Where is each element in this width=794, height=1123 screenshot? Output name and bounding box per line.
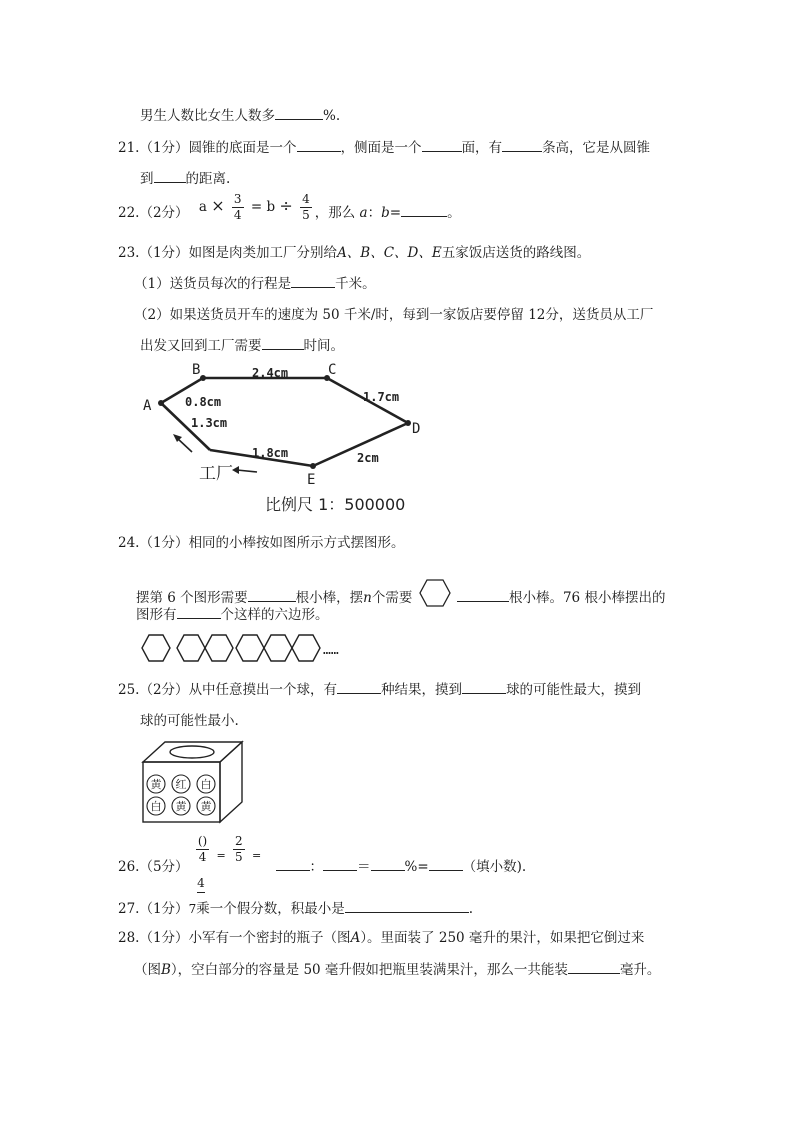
answer-blank[interactable] bbox=[345, 898, 469, 913]
answer-blank[interactable] bbox=[276, 856, 310, 871]
distance-A-factory: 1.3cm bbox=[191, 416, 228, 430]
point-C-label: C bbox=[328, 362, 337, 378]
distance-EA: 1.8cm bbox=[252, 446, 289, 460]
question-28-line2: （图B），空白部分的容量是 50 毫升假如把瓶里装满果汁，那么一共能装 毫升。 bbox=[134, 958, 660, 978]
distance-DE: 2cm bbox=[357, 451, 379, 465]
point-A-label: A bbox=[143, 398, 152, 414]
question-26: 26.（5分） $\frac{()}{4}$ = $\frac{2}{5}$ = ： ＝ %= （填小数). bbox=[118, 834, 527, 875]
answer-blank[interactable] bbox=[291, 273, 335, 288]
question-25-line2: 球的可能性最小. bbox=[140, 713, 239, 729]
hexagon-pattern bbox=[140, 633, 362, 663]
question-number: 27.（1分） bbox=[118, 901, 189, 917]
question-number: 22.（2分） bbox=[118, 205, 189, 221]
ball-box bbox=[140, 740, 244, 824]
answer-blank[interactable] bbox=[457, 587, 509, 602]
question-24-line2: 摆第 6 个图形需要 根小棒，摆n个需要 根小棒。76 根小棒摆出的 bbox=[136, 578, 665, 608]
answer-blank[interactable] bbox=[371, 856, 405, 871]
answer-blank[interactable] bbox=[422, 137, 462, 152]
answer-blank[interactable] bbox=[297, 137, 341, 152]
answer-blank[interactable] bbox=[502, 137, 542, 152]
question-27-fraction-bar bbox=[197, 892, 205, 893]
fraction-2-5: $\frac{2}{5}$ bbox=[235, 834, 243, 864]
answer-blank[interactable] bbox=[462, 679, 506, 694]
question-number: 21.（1分） bbox=[118, 140, 189, 156]
question-23-part1: （1）送货员每次的行程是 千米。 bbox=[134, 272, 376, 292]
point-E-label: E bbox=[307, 472, 316, 488]
answer-blank[interactable] bbox=[568, 959, 620, 974]
ball-label: 白 bbox=[150, 800, 162, 813]
question-number: 23.（1分） bbox=[118, 245, 189, 261]
route-map bbox=[135, 362, 435, 520]
question-25: 25.（2分）从中任意摸出一个球，有 种结果，摸到 球的可能性最大，摸到 bbox=[118, 678, 641, 698]
continuation-dots: …… bbox=[323, 643, 339, 658]
question-27-fraction-top: 4 bbox=[197, 876, 205, 890]
distance-AB: 0.8cm bbox=[185, 395, 222, 409]
answer-blank[interactable] bbox=[429, 856, 463, 871]
question-23: 23.（1分）如图是肉类加工厂分别给A、B、C、D、E五家饭店送货的路线图。 bbox=[118, 245, 591, 261]
answer-blank[interactable] bbox=[401, 202, 447, 217]
q20-line2: 男生人数比女生人数多 %. bbox=[140, 104, 340, 124]
distance-BC: 2.4cm bbox=[252, 366, 289, 380]
answer-blank[interactable] bbox=[275, 105, 323, 120]
ball-label: 黄 bbox=[200, 800, 212, 813]
question-23-part2: （2）如果送货员开车的速度为 50 千米/时，每到一家饭店要停留 12分，送货员从工厂 bbox=[134, 307, 654, 323]
scale-label: 比例尺 1：500000 bbox=[265, 495, 406, 514]
ball-label: 黄 bbox=[150, 778, 162, 791]
answer-blank[interactable] bbox=[177, 604, 221, 619]
ball-label: 白 bbox=[200, 778, 212, 791]
question-24: 24.（1分）相同的小棒按如图所示方式摆图形。 bbox=[118, 535, 405, 551]
question-24-line3: 图形有 个这样的六边形。 bbox=[136, 603, 329, 623]
distance-CD: 1.7cm bbox=[363, 390, 400, 404]
question-27: 27.（1分）7乘一个假分数，积最小是 . bbox=[118, 897, 473, 917]
point-D-label: D bbox=[412, 421, 421, 437]
fraction-blank-over-4: $\frac{()}{4}$ bbox=[197, 834, 208, 864]
answer-blank[interactable] bbox=[323, 856, 357, 871]
hexagon-icon bbox=[419, 578, 451, 608]
question-23-part2-line2: 出发又回到工厂需要 时间。 bbox=[140, 334, 344, 354]
question-21-line1: 21.（1分）圆锥的底面是一个 ，侧面是一个 面，有 条高，它是从圆锥 bbox=[118, 136, 650, 156]
fraction-3-4: $\frac{3}{4}$ bbox=[233, 192, 242, 222]
question-28: 28.（1分）小军有一个密封的瓶子（图A）。里面装了 250 毫升的果汁，如果把它倒过来 bbox=[118, 930, 645, 946]
question-number: 28.（1分） bbox=[118, 930, 189, 946]
question-number: 25.（2分） bbox=[118, 682, 189, 698]
ball-label: 黄 bbox=[175, 800, 187, 813]
ball-label: 红 bbox=[175, 778, 187, 791]
answer-blank[interactable] bbox=[154, 168, 186, 183]
question-22: 22.（2分） a × $\frac{3}{4}$ = b ÷ $\frac{4}{5}$ ，那么 a：b= 。 bbox=[118, 192, 461, 222]
fraction-4-5: $\frac{4}{5}$ bbox=[302, 192, 310, 222]
question-21-line2: 到 的距离. bbox=[140, 167, 230, 187]
answer-blank[interactable] bbox=[262, 335, 304, 350]
point-B-label: B bbox=[192, 362, 201, 378]
answer-blank[interactable] bbox=[248, 587, 296, 602]
question-number: 26.（5分） bbox=[118, 859, 189, 875]
factory-label: 工厂 bbox=[199, 464, 233, 484]
question-number: 24.（1分） bbox=[118, 535, 189, 551]
answer-blank[interactable] bbox=[337, 679, 381, 694]
